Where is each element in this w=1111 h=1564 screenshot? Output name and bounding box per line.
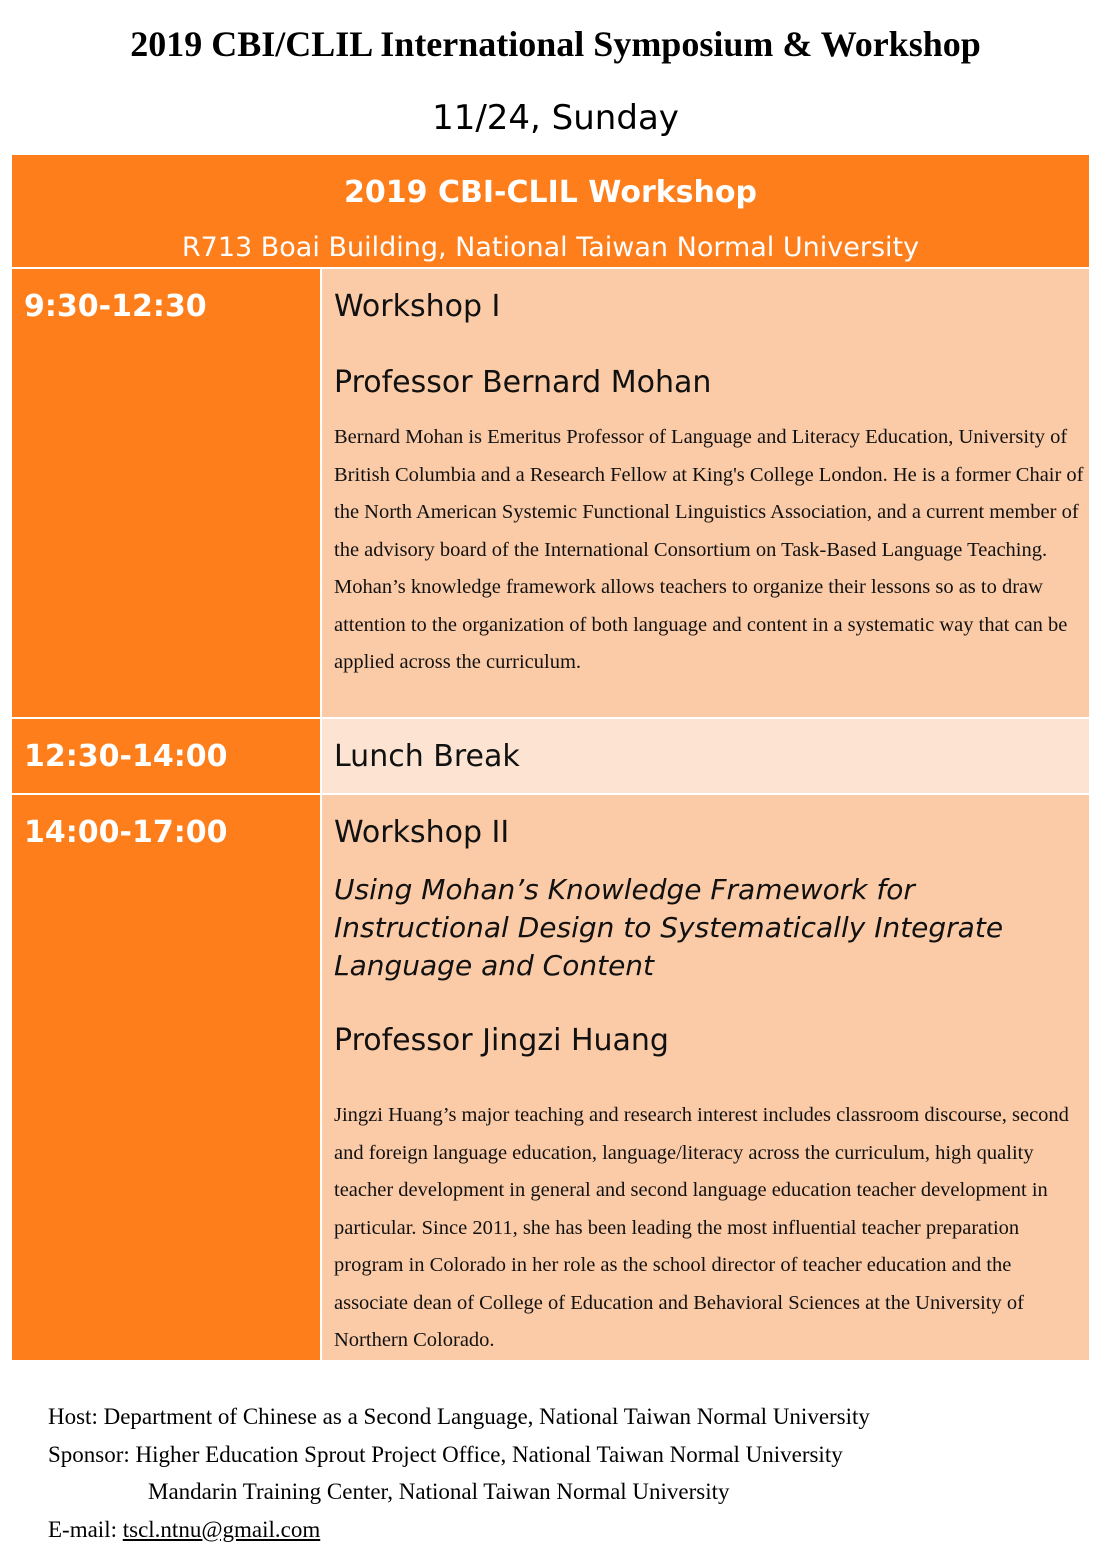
- session-details: [322, 795, 1089, 1360]
- footer: [48, 1398, 1088, 1548]
- session-time: 12:30-14:00: [12, 719, 320, 793]
- schedule-row-workshop-2: [12, 793, 1089, 1360]
- talk-title: Using Mohan’s Knowledge Framework for Instructional Design to Systematically Integrate Language and Content: [334, 873, 1004, 982]
- session-title: Lunch Break: [334, 739, 520, 774]
- speaker-bio: [334, 419, 1084, 682]
- sponsor-line-secondary: Mandarin Training Center, National Taiwan Normal University: [148, 1479, 730, 1504]
- bio-paragraph: Mohan’s knowledge framework allows teachers to organize their lessons so as to draw attention to the organization of both language and content in a systematic way that can be applied across the curriculum.: [334, 576, 1068, 673]
- email-label: E-mail:: [48, 1516, 123, 1542]
- host-line: Host: Department of Chinese as a Second Language, National Taiwan Normal University: [48, 1404, 870, 1429]
- document-title: 2019 CBI/CLIL International Symposium & Workshop: [130, 24, 981, 64]
- session-time: 9:30-12:30: [12, 269, 320, 717]
- schedule-row-workshop-1: [12, 267, 1089, 717]
- banner-venue: R713 Boai Building, National Taiwan Normal University: [181, 232, 920, 263]
- workshop-banner: [12, 155, 1089, 267]
- schedule-table: [12, 155, 1089, 1358]
- speaker-name: Professor Bernard Mohan: [334, 365, 712, 400]
- email-link[interactable]: tscl.ntnu@gmail.com: [122, 1516, 321, 1542]
- bio-paragraph: Jingzi Huang’s major teaching and research interest includes classroom discourse, second and foreign language education, language/literacy across the curriculum, high quality teacher development in general and second language education teacher development in particular. Since 2011, she has been leading the most influential teacher preparation program in Colorado in her role as the school director of teacher education and the associate dean of College of Education and Behavioral Sciences at the University of Northern Colorado.: [334, 1104, 1069, 1351]
- speaker-bio: [334, 1097, 1084, 1360]
- bio-paragraph: Bernard Mohan is Emeritus Professor of Language and Literacy Education, University of British Columbia and a Research Fellow at King's College London. He is a former Chair of the North American Systemic Functional Linguistics Association, and a current member of the advisory board of the International Consortium on Task-Based Language Teaching.: [334, 426, 1084, 561]
- sponsor-line: Sponsor: Higher Education Sprout Project Office, National Taiwan Normal University: [48, 1441, 843, 1467]
- document-date: 11/24, Sunday: [432, 98, 679, 138]
- banner-title: 2019 CBI-CLIL Workshop: [344, 175, 757, 210]
- schedule-row-lunch: [12, 717, 1089, 793]
- session-title: Workshop I: [334, 289, 501, 324]
- email-line: [48, 1511, 1088, 1549]
- session-time: 14:00-17:00: [12, 795, 320, 1360]
- session-title: Workshop II: [334, 815, 510, 850]
- session-details: [322, 719, 1089, 793]
- speaker-name: Professor Jingzi Huang: [334, 1023, 669, 1058]
- session-details: [322, 269, 1089, 717]
